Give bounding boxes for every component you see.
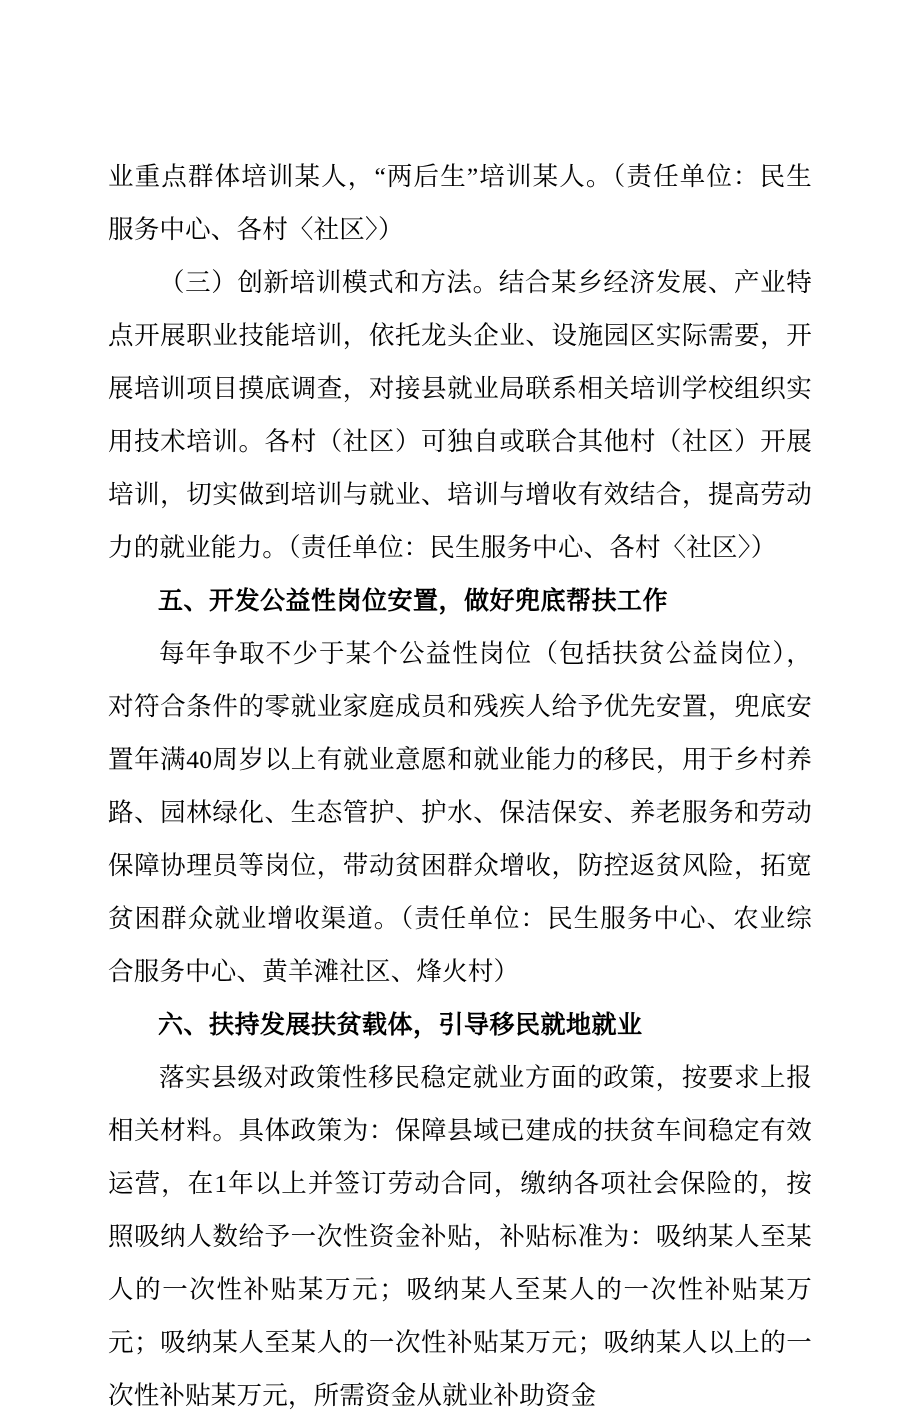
heading-section-five: 五、开发公益性岗位安置，做好兜底帮扶工作 (158, 586, 669, 615)
paragraph-continued-training-targets: 业重点群体培训某人，“两后生”培训某人。（责任单位：民生服务中心、各村〈社区〉） (108, 162, 812, 244)
paragraph-support-poverty-alleviation-carriers: 落实县级对政策性移民稳定就业方面的政策，按要求上报相关材料。具体政策为：保障县域已建成的扶贫车间稳定有效运营，在1年以上并签订劳动合同，缴纳各项社会保险的，按照吸纳人数给予一次性资金补贴，补贴标准为：吸纳某人至某人的一次性补贴某万元；吸纳某人至某人的一次性补贴某万元；吸纳某人至某人的一次性补贴某万元；吸纳某人以上的一次性补贴某万元，所需资金从就业补助资金 (108, 1063, 812, 1410)
paragraph-section-3-innovate-training: （三）创新培训模式和方法。结合某乡经济发展、产业特点开展职业技能培训，依托龙头企业、设施园区实际需要，开展培训项目摸底调查，对接县就业局联系相关培训学校组织实用技术培训。各村（社区）可独自或联合其他村（社区）开展培训，切实做到培训与就业、培训与增收有效结合，提高劳动力的就业能力。（责任单位：民生服务中心、各村〈社区〉） (108, 268, 812, 562)
heading-section-six: 六、扶持发展扶贫载体，引导移民就地就业 (158, 1010, 643, 1039)
document-body (108, 150, 812, 1422)
paragraph-public-welfare-posts: 每年争取不少于某个公益性岗位（包括扶贫公益岗位），对符合条件的零就业家庭成员和残疾人给予优先安置，兜底安置年满40周岁以上有就业意愿和就业能力的移民，用于乡村养路、园林绿化、生态管护、护水、保洁保安、养老服务和劳动保障协理员等岗位，带动贫困群众增收，防控返贫风险，拓宽贫困群众就业增收渠道。（责任单位：民生服务中心、农业综合服务中心、黄羊滩社区、烽火村） (108, 639, 812, 986)
